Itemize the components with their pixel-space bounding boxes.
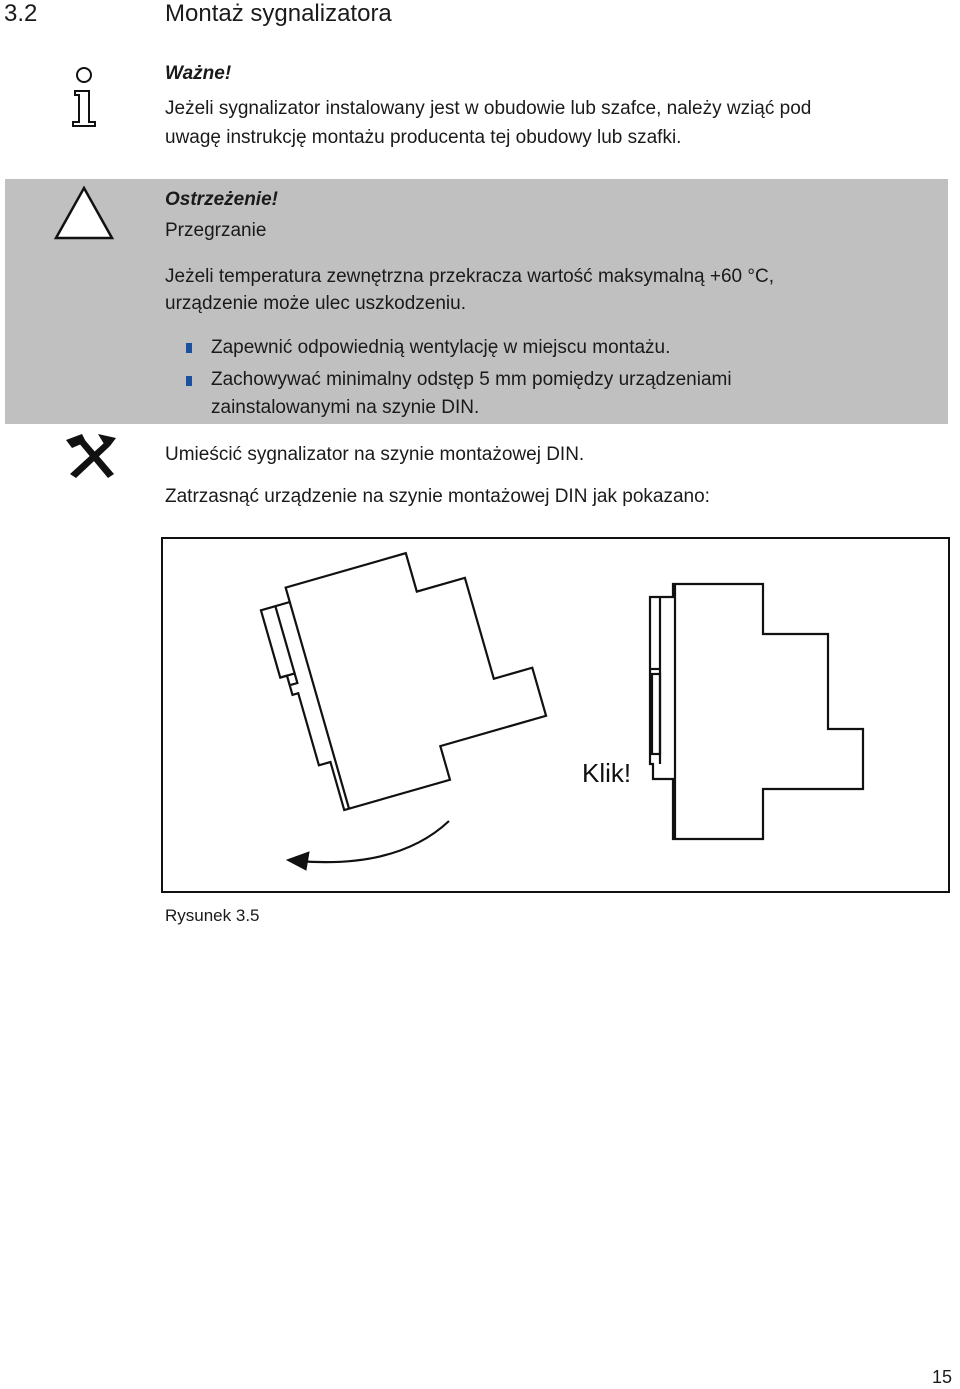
klik-label: Klik! — [582, 758, 632, 788]
warning-line-2: urządzenie może ulec uszkodzeniu. — [165, 293, 467, 314]
warning-triangle-icon — [53, 185, 115, 241]
important-line-1: Jeżeli sygnalizator instalowany jest w obudowie lub szafce, należy wziąć pod — [165, 98, 812, 119]
section-number: 3.2 — [4, 0, 38, 27]
instruction-step-2: Zatrzasnąć urządzenie na szynie montażowej DIN jak pokazano: — [165, 486, 710, 507]
instruction-step-1: Umieścić sygnalizator na szynie montażowej DIN. — [165, 444, 585, 465]
bullet-marker — [186, 343, 192, 353]
info-icon — [66, 64, 102, 128]
section-title: Montaż sygnalizatora — [165, 0, 392, 27]
warning-line-1: Jeżeli temperatura zewnętrzna przekracza wartość maksymalną +60 °C, — [165, 266, 774, 287]
device-upright — [650, 584, 863, 839]
warning-bullet-2-line-2: zainstalowanymi na szynie DIN. — [211, 397, 480, 418]
warning-heading: Ostrzeżenie! — [165, 189, 278, 210]
bullet-marker — [186, 376, 192, 386]
figure-caption: Rysunek 3.5 — [165, 906, 260, 925]
arrow-head — [287, 852, 309, 870]
important-line-2: uwagę instrukcję montażu producenta tej obudowy lub szafki. — [165, 127, 682, 148]
din-rail-mounting-drawing — [163, 539, 948, 891]
warning-subheading: Przegrzanie — [165, 220, 267, 241]
device-tilted — [257, 539, 556, 817]
warning-bullet-1: Zapewnić odpowiednią wentylację w miejscu montażu. — [211, 337, 671, 358]
rotation-arrow — [298, 821, 449, 862]
page-number: 15 — [932, 1367, 953, 1387]
tools-icon — [64, 432, 118, 480]
figure-frame — [161, 537, 950, 893]
important-heading: Ważne! — [165, 63, 232, 84]
warning-bullet-2-line-1: Zachowywać minimalny odstęp 5 mm pomiędzy urządzeniami — [211, 369, 732, 390]
